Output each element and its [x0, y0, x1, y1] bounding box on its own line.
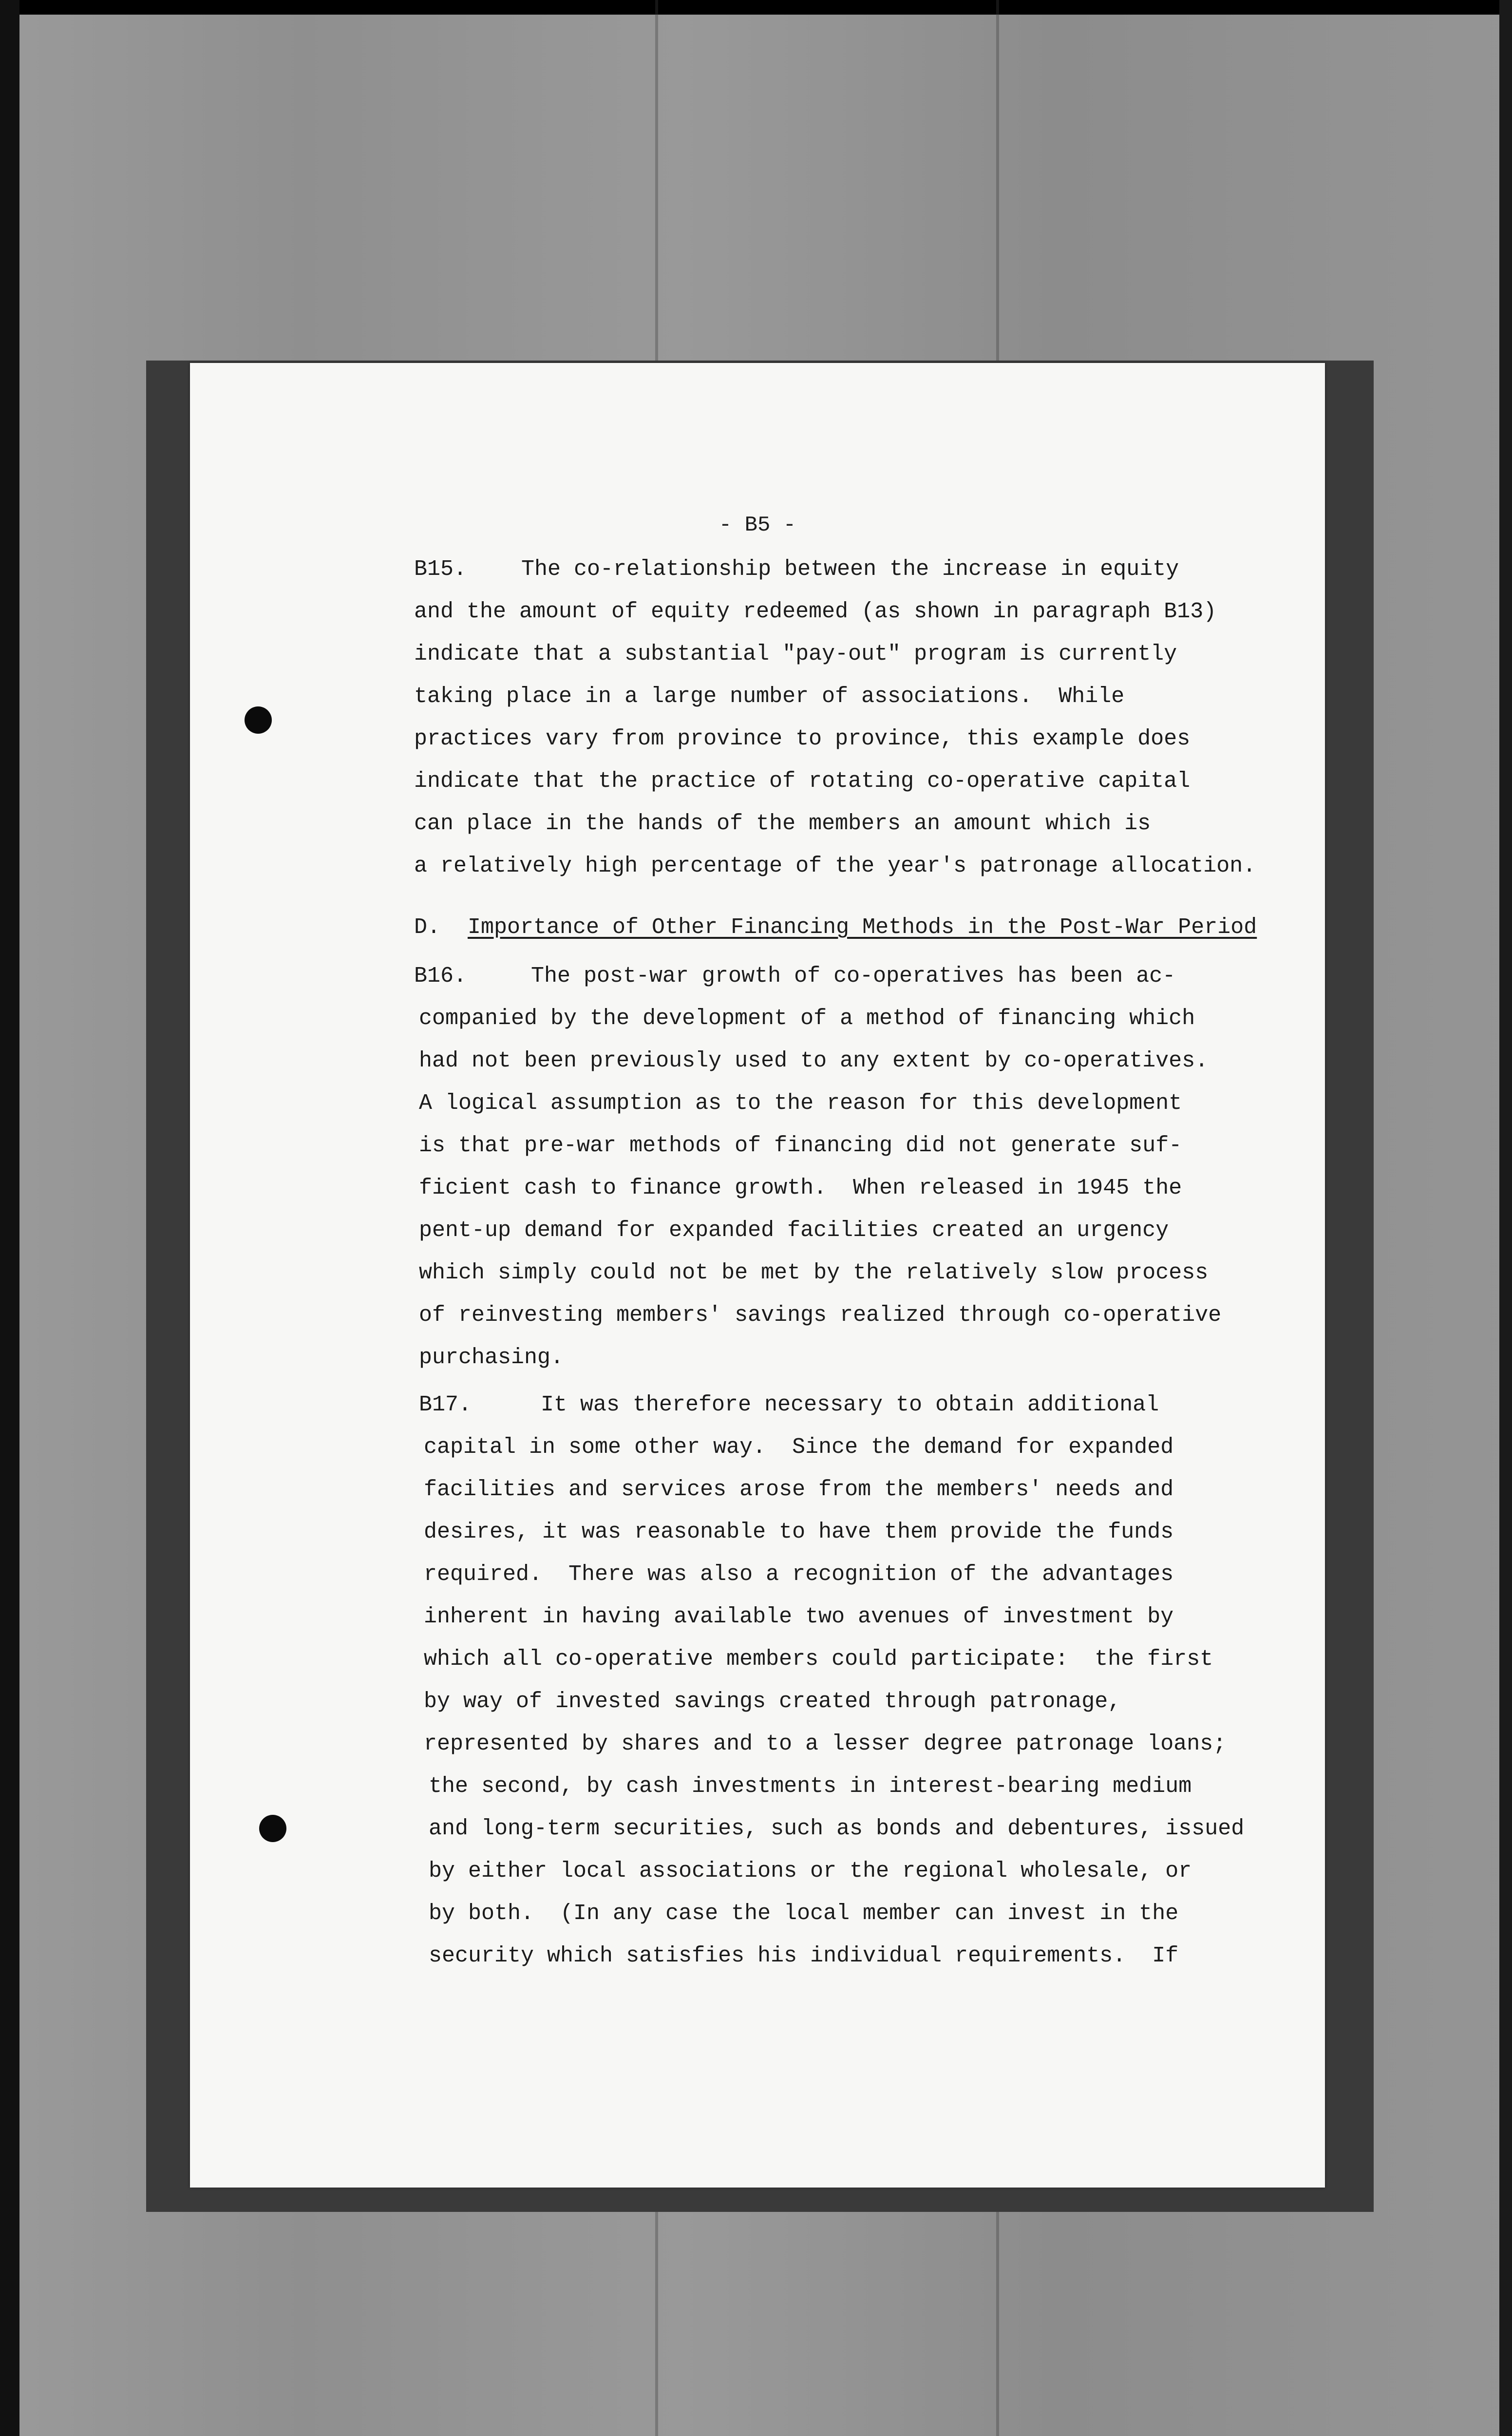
text-line: desires, it was reasonable to have them provide the funds: [424, 1520, 1174, 1544]
section-label: D.: [414, 915, 441, 940]
text-line: the second, by cash investments in interest-bearing medium: [429, 1774, 1192, 1799]
paragraph-label: B17.: [419, 1392, 472, 1417]
text-line: by way of invested savings created through patronage,: [424, 1689, 1121, 1714]
film-border-top: [0, 0, 1512, 15]
text-line: which all co-operative members could participate: the first: [424, 1647, 1213, 1672]
text-line: pent-up demand for expanded facilities created an urgency: [419, 1218, 1169, 1243]
text-line: can place in the hands of the members an amount which is: [414, 811, 1151, 836]
text-line: companied by the development of a method of financing which: [419, 1006, 1195, 1031]
film-border-left: [0, 0, 19, 2436]
text-line: by either local associations or the regional wholesale, or: [429, 1859, 1192, 1884]
text-line: inherent in having available two avenues of investment by: [424, 1604, 1174, 1629]
text-line: facilities and services arose from the members' needs and: [424, 1477, 1174, 1502]
text-line: practices vary from province to province, this example does: [414, 726, 1191, 751]
text-line: taking place in a large number of associations. While: [414, 684, 1125, 709]
text-line: and the amount of equity redeemed (as shown in paragraph B13): [414, 599, 1217, 624]
text-line: is that pre-war methods of financing did not generate suf-: [419, 1133, 1182, 1158]
film-border-right: [1499, 0, 1512, 2436]
text-line: capital in some other way. Since the demand for expanded: [424, 1435, 1174, 1460]
text-line: It was therefore necessary to obtain additional: [541, 1392, 1159, 1417]
text-line: of reinvesting members' savings realized through co-operative: [419, 1303, 1222, 1328]
text-line: ficient cash to finance growth. When released in 1945 the: [419, 1176, 1182, 1200]
text-line: The post-war growth of co-operatives has been ac-: [531, 964, 1176, 989]
text-line: indicate that the practice of rotating co-operative capital: [414, 769, 1191, 794]
document-page: [190, 363, 1325, 2188]
text-line: a relatively high percentage of the year's patronage allocation.: [414, 854, 1256, 878]
text-line: A logical assumption as to the reason for this development: [419, 1091, 1182, 1116]
paragraph-label: B16.: [414, 964, 467, 989]
text-line: and long-term securities, such as bonds and debentures, issued: [429, 1816, 1245, 1841]
paragraph-label: B15.: [414, 557, 467, 582]
text-line: had not been previously used to any extent by co-operatives.: [419, 1048, 1209, 1073]
text-line: required. There was also a recognition of the advantages: [424, 1562, 1174, 1587]
text-line: purchasing.: [419, 1345, 564, 1370]
text-line: The co-relationship between the increase in equity: [521, 557, 1179, 582]
text-line: represented by shares and to a lesser degree patronage loans;: [424, 1732, 1227, 1756]
document-text: [190, 363, 1325, 2188]
text-line: indicate that a substantial "pay-out" program is currently: [414, 642, 1177, 666]
text-line: which simply could not be met by the relatively slow process: [419, 1260, 1209, 1285]
section-heading: Importance of Other Financing Methods in the Post-War Period: [468, 915, 1257, 940]
page-number: - B5 -: [718, 513, 796, 537]
text-line: by both. (In any case the local member can invest in the: [429, 1901, 1179, 1926]
text-line: security which satisfies his individual requirements. If: [429, 1943, 1179, 1968]
